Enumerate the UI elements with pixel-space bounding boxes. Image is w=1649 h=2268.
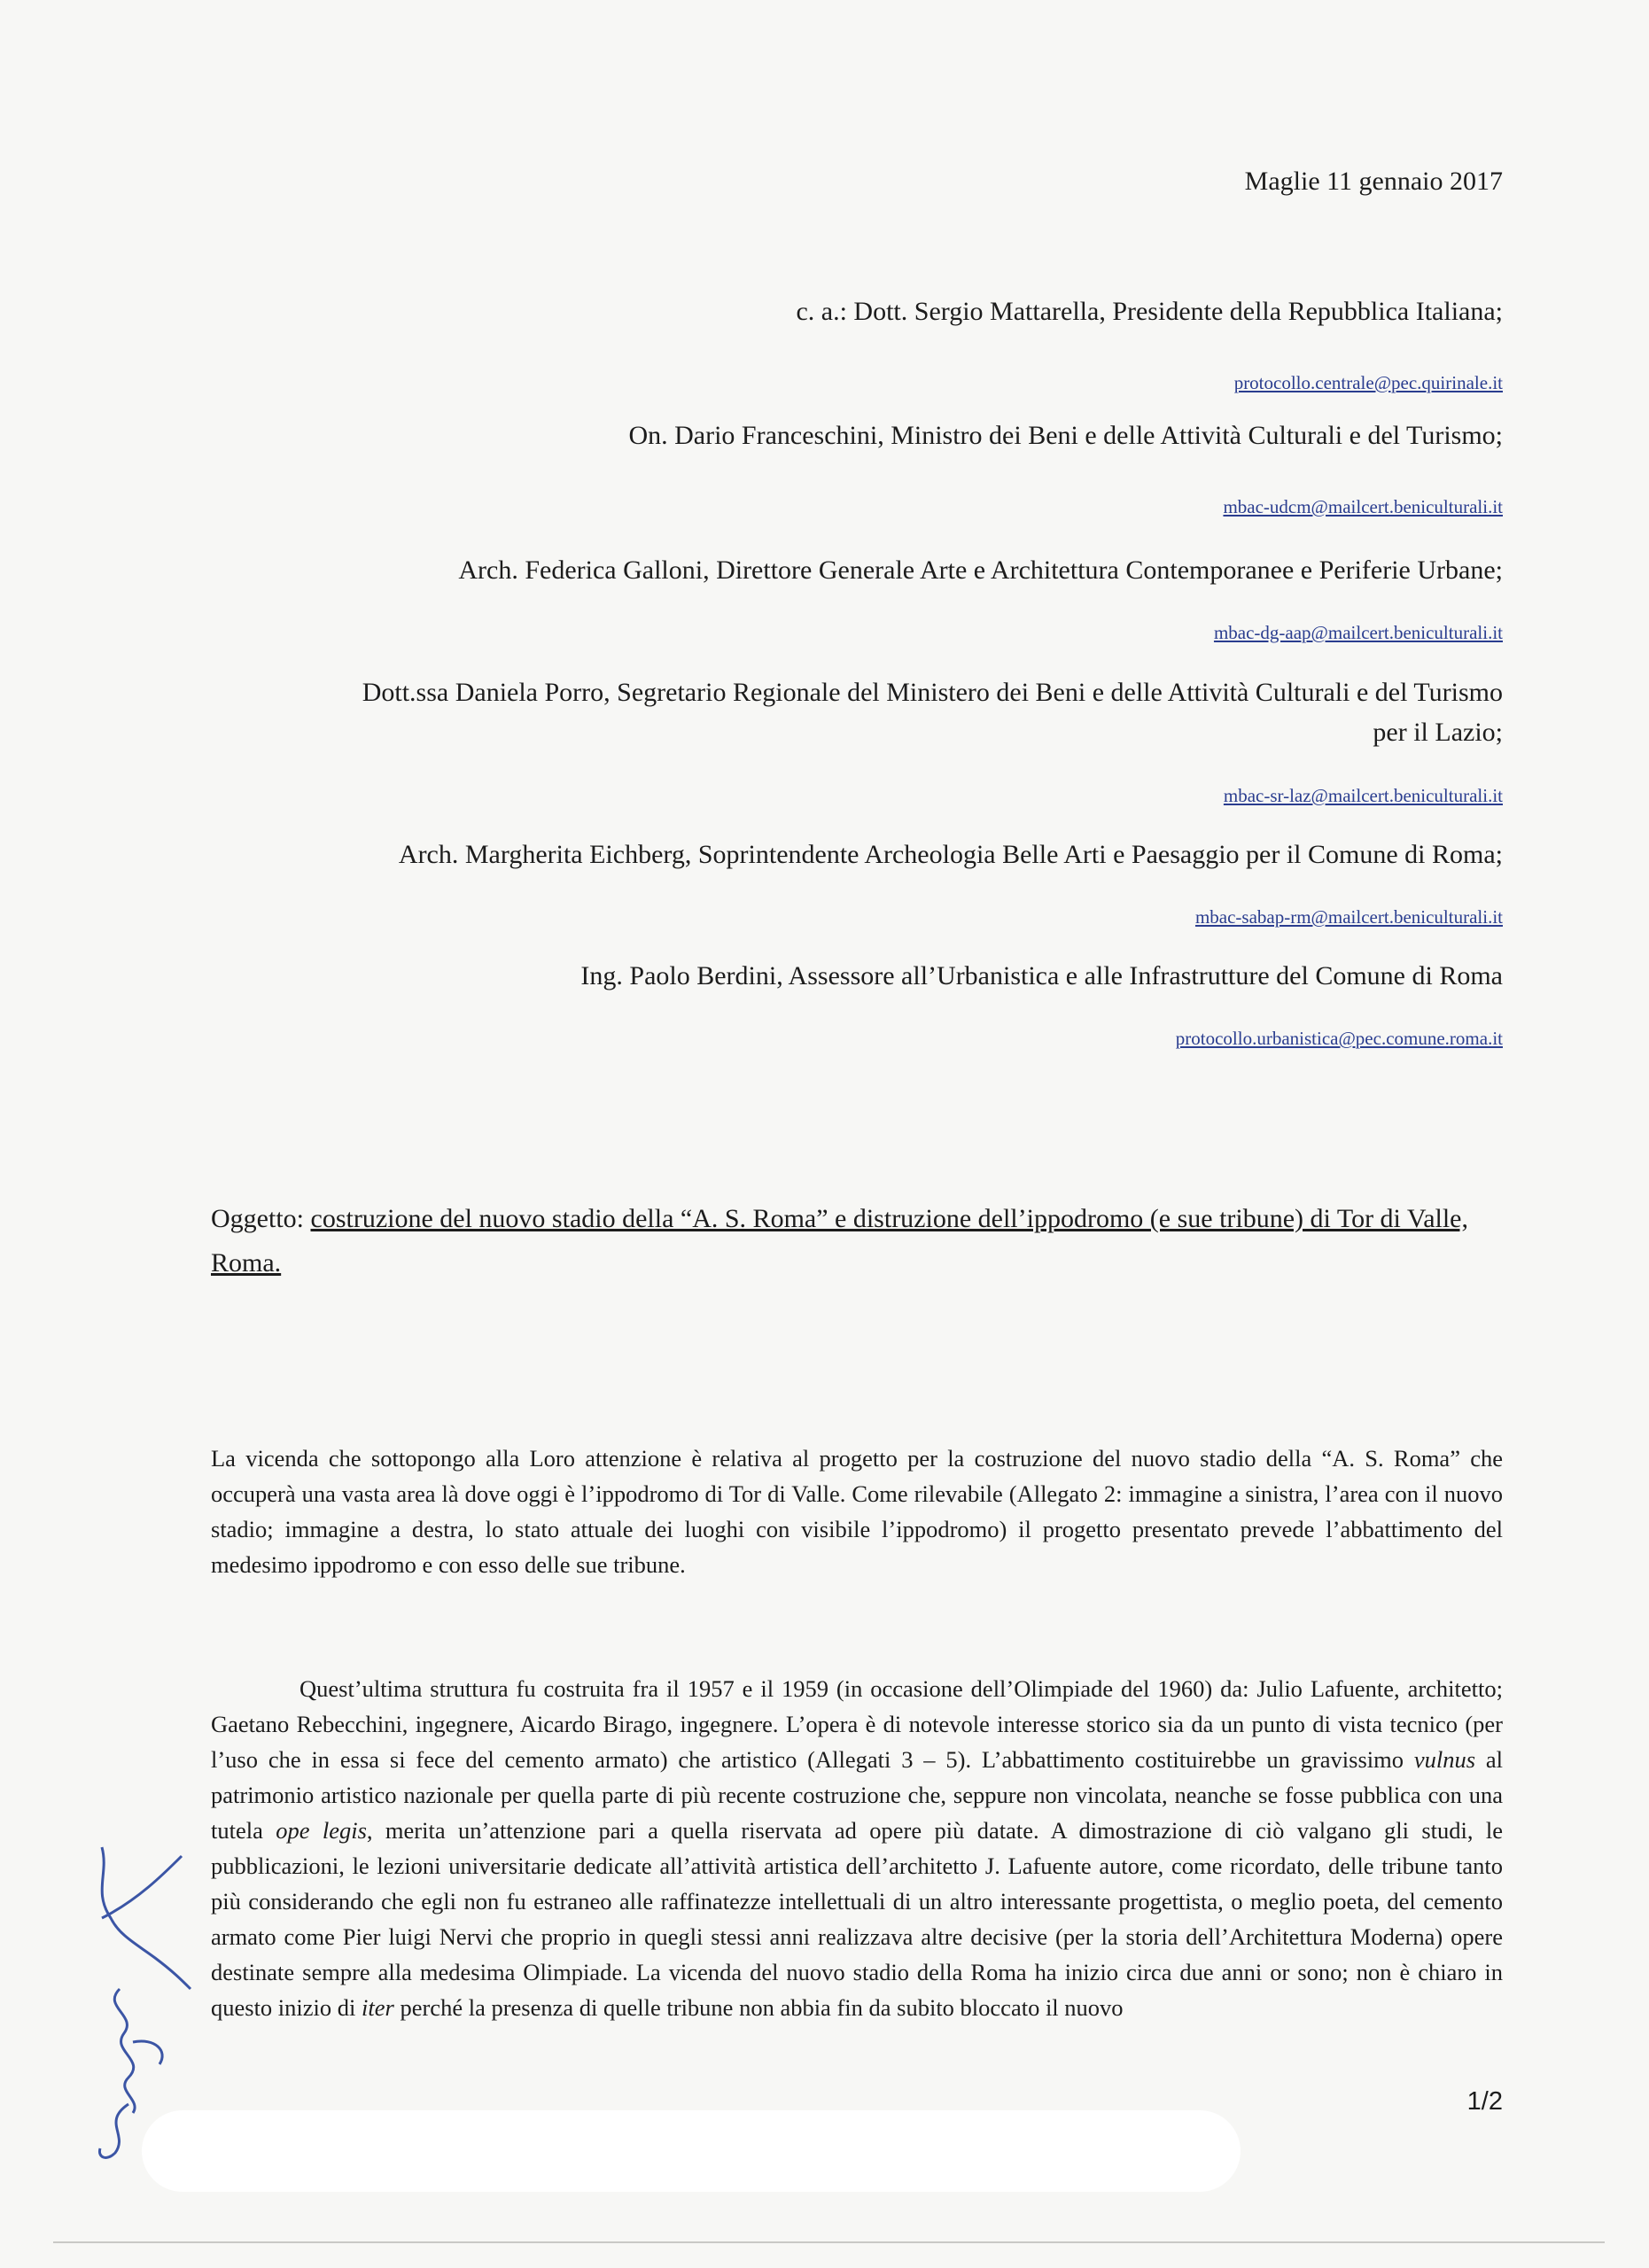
recipient-4-name-line2: per il Lazio; xyxy=(1373,718,1503,747)
recipient-6-email[interactable]: protocollo.urbanistica@pec.comune.roma.it xyxy=(1175,1028,1503,1049)
subject-line xyxy=(211,1197,1503,1285)
recipient-2-email[interactable]: mbac-udcm@mailcert.beniculturali.it xyxy=(1223,496,1503,517)
letter-date: Maglie 11 gennaio 2017 xyxy=(1244,167,1503,196)
term-ope-legis: ope legis xyxy=(276,1817,367,1844)
subject-text: costruzione del nuovo stadio della “A. S. Roma” e distruzione dell’ippodromo (e sue tribune) di Tor di Valle, Roma. xyxy=(211,1204,1468,1278)
paragraph-2-part-d: perché la presenza di quelle tribune non abbia fin da subito bloccato il nuovo xyxy=(393,1994,1124,2021)
recipient-3-name: Arch. Federica Galloni, Direttore Generale Arte e Architettura Contemporanee e Periferie Urbane; xyxy=(458,555,1503,585)
recipient-4-name-line1: Dott.ssa Daniela Porro, Segretario Regionale del Ministero dei Beni e delle Attività Culturali e del Turismo xyxy=(362,678,1503,707)
recipient-6-name: Ing. Paolo Berdini, Assessore all’Urbanistica e alle Infrastrutture del Comune di Roma xyxy=(580,961,1503,990)
redaction-area xyxy=(142,2110,1241,2192)
recipient-1-email[interactable]: protocollo.centrale@pec.quirinale.it xyxy=(1233,372,1503,393)
bottom-scan-edge xyxy=(53,2241,1605,2243)
paragraph-1: La vicenda che sottopongo alla Loro attenzione è relativa al progetto per la costruzione del nuovo stadio della “A. S. Roma” che occuperà una vasta area là dove oggi è l’ippodromo di Tor di Valle. Come rilevabile (Allegato 2: immagine a sinistra, l’area con il nuovo stadio; immagine a destra, lo stato attuale dei luoghi con visibile l’ippodromo) il progetto presentato prevede l’abbattimento del medesimo ippodromo e con esso delle sue tribune. xyxy=(211,1445,1503,1578)
recipient-5-name: Arch. Margherita Eichberg, Soprintendente Archeologia Belle Arti e Paesaggio per il Comune di Roma; xyxy=(398,840,1503,869)
paragraph-2-part-a: Quest’ultima struttura fu costruita fra il 1957 e il 1959 (in occasione dell’Olimpiade del 1960) da: Julio Lafuente, architetto; Gaetano Rebecchini, ingegnere, Aicardo Birago, ingegnere. L’opera è di notevole interesse storico sia da un punto di vista tecnico (per l’uso che in essa si fece del cemento armato) che artistico (Allegati 3 – 5). L’abbattimento costituirebbe un gravissimo xyxy=(211,1675,1503,1773)
recipient-1-name: c. a.: Dott. Sergio Mattarella, Presidente della Repubblica Italiana; xyxy=(796,297,1503,326)
recipient-3-email[interactable]: mbac-dg-aap@mailcert.beniculturali.it xyxy=(1213,622,1503,643)
recipient-5-email[interactable]: mbac-sabap-rm@mailcert.beniculturali.it xyxy=(1194,906,1503,928)
recipient-4-email[interactable]: mbac-sr-laz@mailcert.beniculturali.it xyxy=(1223,785,1503,806)
subject-label: Oggetto: xyxy=(211,1204,304,1233)
term-vulnus: vulnus xyxy=(1413,1746,1476,1773)
paragraph-2-part-b: al patrimonio artistico nazionale per quella parte di più recente costruzione che, seppure non vincolata, neanche se fosse pubblica con una tutela xyxy=(211,1746,1504,1844)
page-number: 1/2 xyxy=(1466,2087,1503,2116)
paragraph-2 xyxy=(211,1671,1503,2025)
recipient-2-name: On. Dario Franceschini, Ministro dei Beni e delle Attività Culturali e del Turismo; xyxy=(628,421,1503,450)
paragraph-2-part-c: , merita un’attenzione pari a quella riservata ad opere più datate. A dimostrazione di ciò valgano gli studi, le pubblicazioni, le lezioni universitarie dedicate all’attività artistica dell’architetto J. Lafuente autore, come ricordato, delle tribune tanto più considerando che egli non fu estraneo alle raffinatezze intellettuali di un altro interessante progettista, o meglio poeta, del cemento armato come Pier luigi Nervi che proprio in quegli stessi anni realizzava altre decisive (per la storia dell’Architettura Moderna) opere destinate sempre alla medesima Olimpiade. La vicenda del nuovo stadio della Roma ha inizio circa due anni or sono; non è chiaro in questo inizio di xyxy=(211,1817,1503,2021)
term-iter: iter xyxy=(362,1994,394,2021)
